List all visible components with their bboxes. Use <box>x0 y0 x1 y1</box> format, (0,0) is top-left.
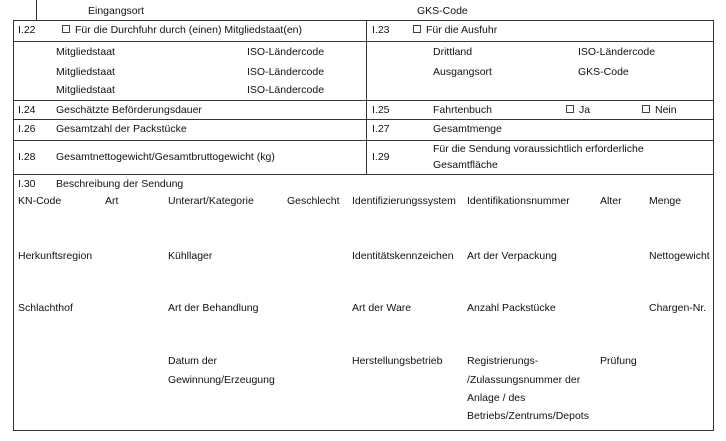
rule <box>13 430 714 431</box>
transit-checkbox[interactable] <box>62 25 70 33</box>
i23-number: I.23 <box>372 24 390 36</box>
rule <box>13 119 714 120</box>
i22-number: I.22 <box>18 24 36 36</box>
field-kn-code: KN-Code <box>18 195 62 207</box>
field-packstuecke: Anzahl Packstücke <box>467 302 556 314</box>
i22-iso-code-2: ISO-Ländercode <box>247 66 325 78</box>
i24-number: I.24 <box>18 104 36 116</box>
no-checkbox[interactable] <box>642 105 650 113</box>
field-ident-nummer: Identifikationsnummer <box>467 195 570 207</box>
rule <box>13 174 714 175</box>
field-identitaetskennzeichen: Identitätskennzeichen <box>352 250 454 262</box>
i23-exit-point: Ausgangsort <box>433 66 492 78</box>
i23-gks-code: GKS-Code <box>578 66 629 78</box>
field-geschlecht: Geschlecht <box>287 195 340 207</box>
field-registrierung-line3: Anlage / des <box>467 392 526 404</box>
i22-member-state-1: Mitgliedstaat <box>56 46 115 58</box>
i23-third-country: Drittland <box>433 46 473 58</box>
i24-label: Geschätzte Beförderungsdauer <box>56 104 202 116</box>
rule <box>13 41 366 42</box>
field-registrierung-line2: /Zulassungsnummer der <box>467 374 581 386</box>
field-pruefung: Prüfung <box>600 355 637 367</box>
field-herstellungsbetrieb: Herstellungsbetrieb <box>352 355 443 367</box>
field-menge: Menge <box>649 195 682 207</box>
field-kuehllager: Kühllager <box>168 250 213 262</box>
field-behandlung: Art der Behandlung <box>168 302 259 314</box>
field-registrierung-line1: Registrierungs- <box>467 355 539 367</box>
i25-yes-option <box>566 104 590 117</box>
i28-label: Gesamtnettogewicht/Gesamtbruttogewicht (kg) <box>56 151 275 163</box>
yes-checkbox[interactable] <box>566 105 574 113</box>
i22-title-text: Für die Durchfuhr durch (einen) Mitgliedstaat(en) <box>75 24 303 36</box>
i29-number: I.29 <box>372 151 390 163</box>
i27-label: Gesamtmenge <box>433 123 502 135</box>
i29-label-line2: Gesamtfläche <box>433 159 498 171</box>
field-verpackung: Art der Verpackung <box>467 250 557 262</box>
i22-member-state-2: Mitgliedstaat <box>56 66 115 78</box>
i23-iso-code: ISO-Ländercode <box>578 46 656 58</box>
field-ident-system: Identifizierungssystem <box>352 195 456 207</box>
i30-number: I.30 <box>18 178 36 190</box>
frame-left <box>13 20 14 431</box>
i25-no-option <box>642 104 677 117</box>
column-divider <box>366 20 367 174</box>
rule <box>366 41 714 42</box>
field-schlachthof: Schlachthof <box>18 302 73 314</box>
i26-number: I.26 <box>18 123 36 135</box>
field-herkunftsregion: Herkunftsregion <box>18 250 93 262</box>
i22-iso-code-3: ISO-Ländercode <box>247 84 325 96</box>
departure-place-label: Eingangsort <box>88 5 145 17</box>
top-gks-code-label: GKS-Code <box>417 5 468 17</box>
field-ware: Art der Ware <box>352 302 412 314</box>
field-datum-line1: Datum der <box>168 355 218 367</box>
yes-label: Ja <box>579 104 591 116</box>
i25-label: Fahrtenbuch <box>433 104 492 116</box>
field-alter: Alter <box>600 195 622 207</box>
field-nettogewicht: Nettogewicht <box>649 250 710 262</box>
rule <box>13 20 714 21</box>
top-row-left-divider <box>36 0 37 20</box>
rule <box>13 140 714 141</box>
i22-member-state-3: Mitgliedstaat <box>56 84 115 96</box>
i30-label: Beschreibung der Sendung <box>56 178 184 190</box>
i25-number: I.25 <box>372 104 390 116</box>
i26-label: Gesamtzahl der Packstücke <box>56 123 187 135</box>
export-checkbox[interactable] <box>413 25 421 33</box>
i27-number: I.27 <box>372 123 390 135</box>
no-label: Nein <box>655 104 677 116</box>
field-datum-line2: Gewinnung/Erzeugung <box>168 374 275 386</box>
field-art: Art <box>105 195 119 207</box>
field-registrierung-line4: Betriebs/Zentrums/Depots <box>467 410 589 422</box>
i23-title <box>413 24 497 37</box>
i22-title <box>62 24 302 37</box>
rule <box>13 100 714 101</box>
i28-number: I.28 <box>18 151 36 163</box>
i29-label-line1: Für die Sendung voraussichtlich erforderliche <box>433 143 644 155</box>
field-unterart: Unterart/Kategorie <box>168 195 254 207</box>
field-chargen: Chargen-Nr. <box>649 302 707 314</box>
i22-iso-code-1: ISO-Ländercode <box>247 46 325 58</box>
frame-right <box>713 20 714 431</box>
i23-title-text: Für die Ausfuhr <box>426 24 498 36</box>
